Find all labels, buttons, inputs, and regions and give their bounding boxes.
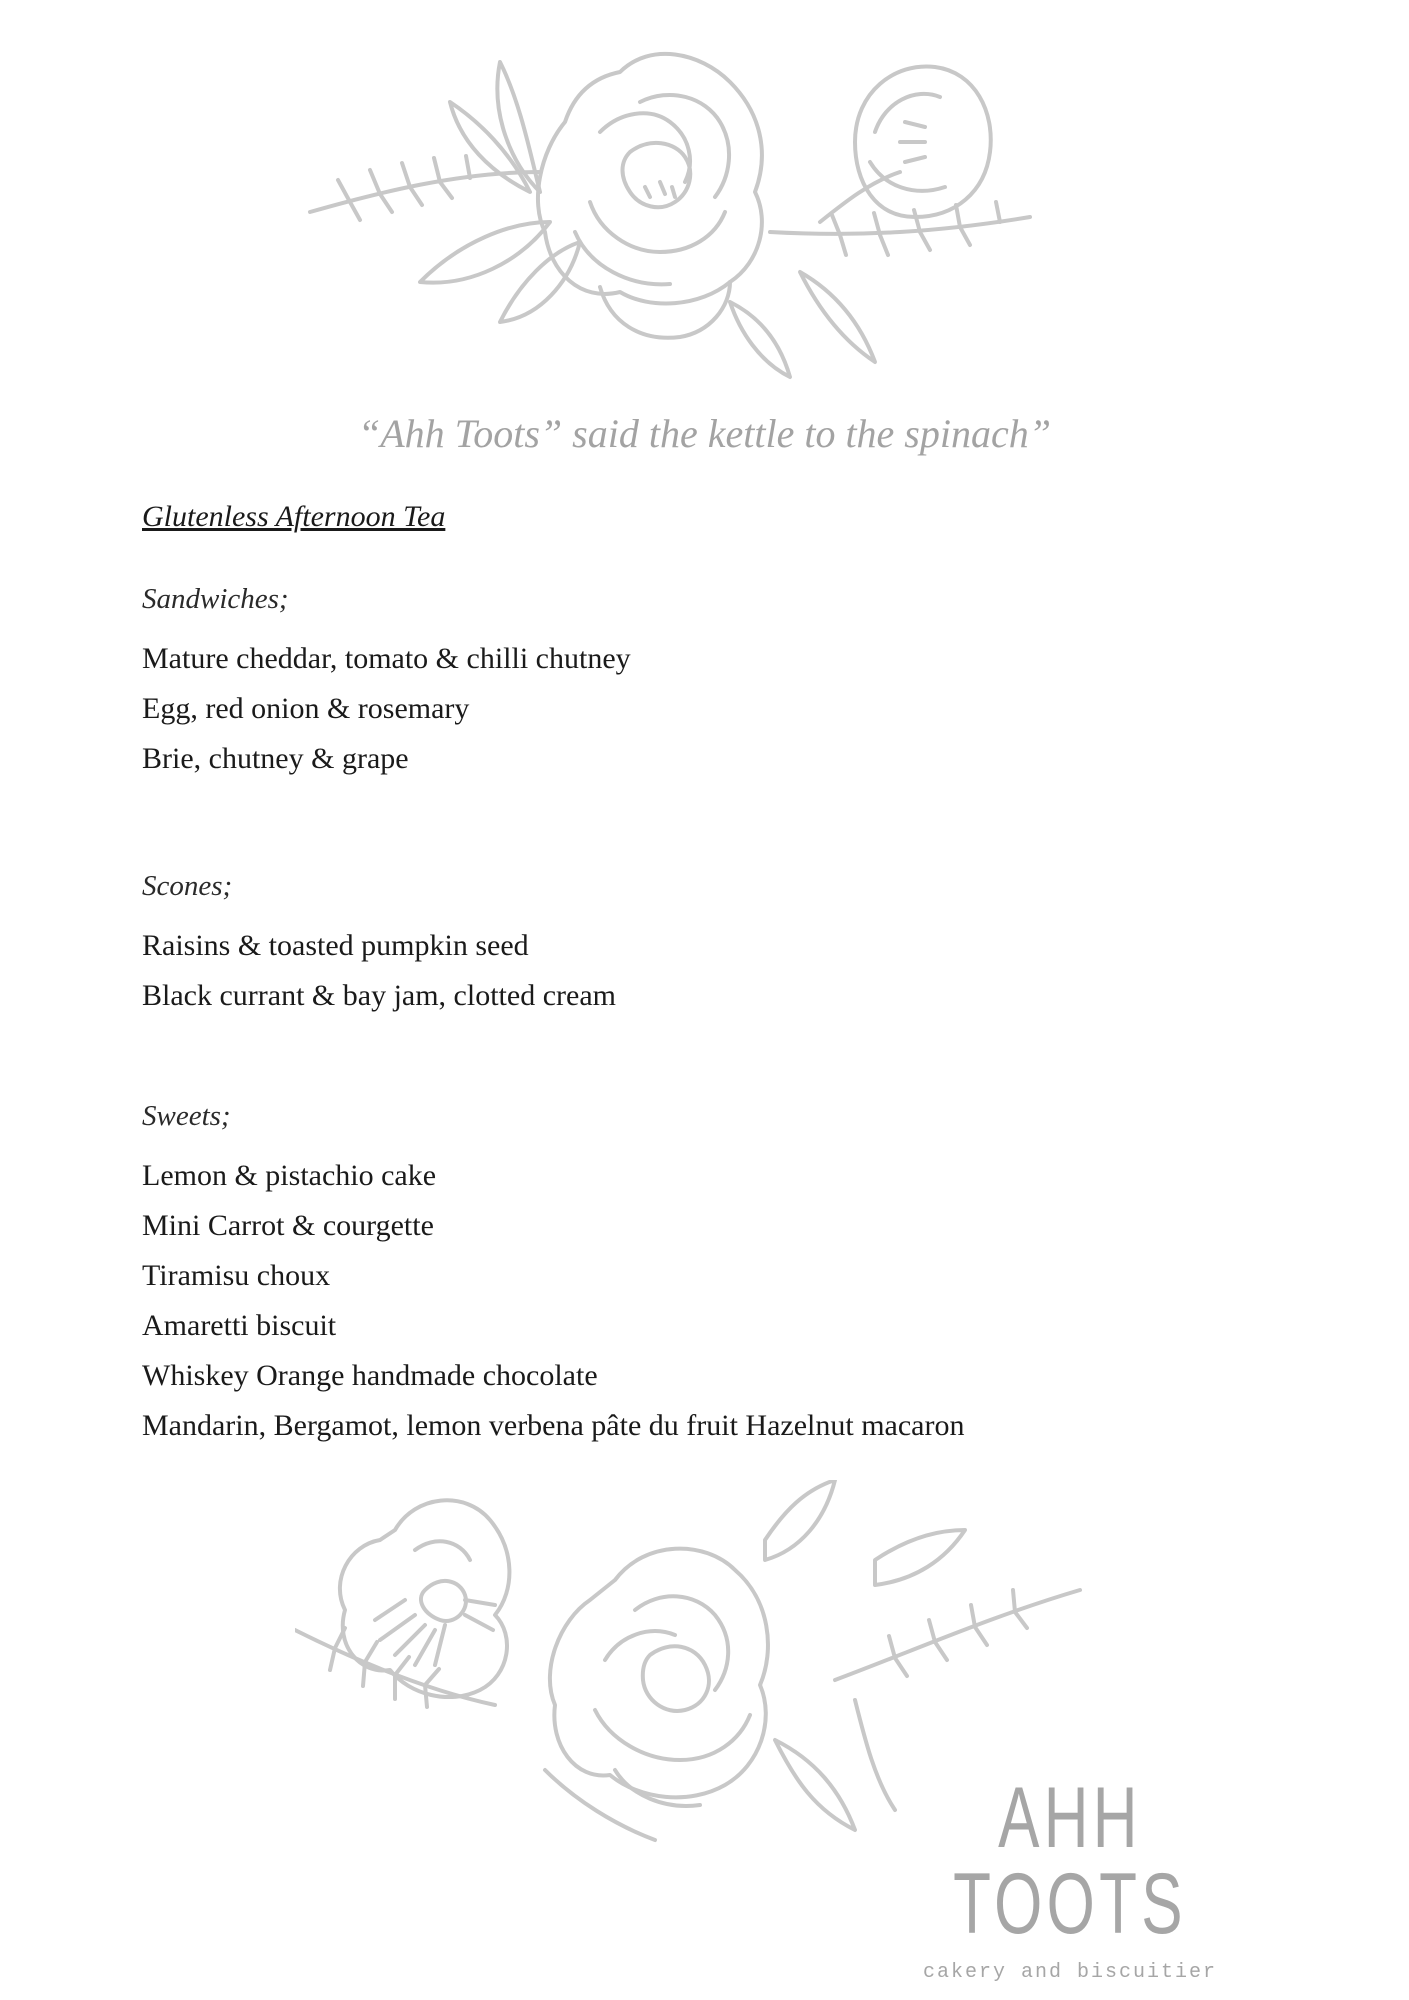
menu-item: Egg, red onion & rosemary [142, 692, 470, 725]
logo-name: AHH TOOTS [953, 1770, 1187, 1952]
section-heading: Sweets; [142, 1100, 231, 1132]
section-heading: Sandwiches; [142, 583, 289, 615]
menu-item: Mini Carrot & courgette [142, 1209, 434, 1242]
menu-item: Mature cheddar, tomato & chilli chutney [142, 642, 631, 675]
section-scones [142, 870, 616, 1021]
floral-illustration-top-icon [300, 22, 1050, 382]
menu-item: Brie, chutney & grape [142, 742, 409, 775]
menu-item: Amaretti biscuit [142, 1309, 337, 1342]
menu-item: Mandarin, Bergamot, lemon verbena pâte du fruit Hazelnut macaron [142, 1409, 965, 1442]
section-heading: Scones; [142, 870, 233, 902]
menu-title: Glutenless Afternoon Tea [142, 500, 446, 533]
logo-subtitle: cakery and biscuitier [922, 1961, 1218, 1984]
section-sandwiches [142, 583, 631, 784]
tagline: “Ahh Toots” said the kettle to the spinach” [358, 411, 1051, 456]
menu-item: Whiskey Orange handmade chocolate [142, 1359, 598, 1392]
section-sweets [142, 1100, 972, 1451]
menu-item: Raisins & toasted pumpkin seed [142, 929, 529, 962]
brand-logo [880, 1770, 1260, 1984]
menu-item: Tiramisu choux [142, 1259, 331, 1292]
menu-item: Lemon & pistachio cake [142, 1159, 437, 1192]
menu-item: Black currant & bay jam, clotted cream [142, 979, 616, 1012]
